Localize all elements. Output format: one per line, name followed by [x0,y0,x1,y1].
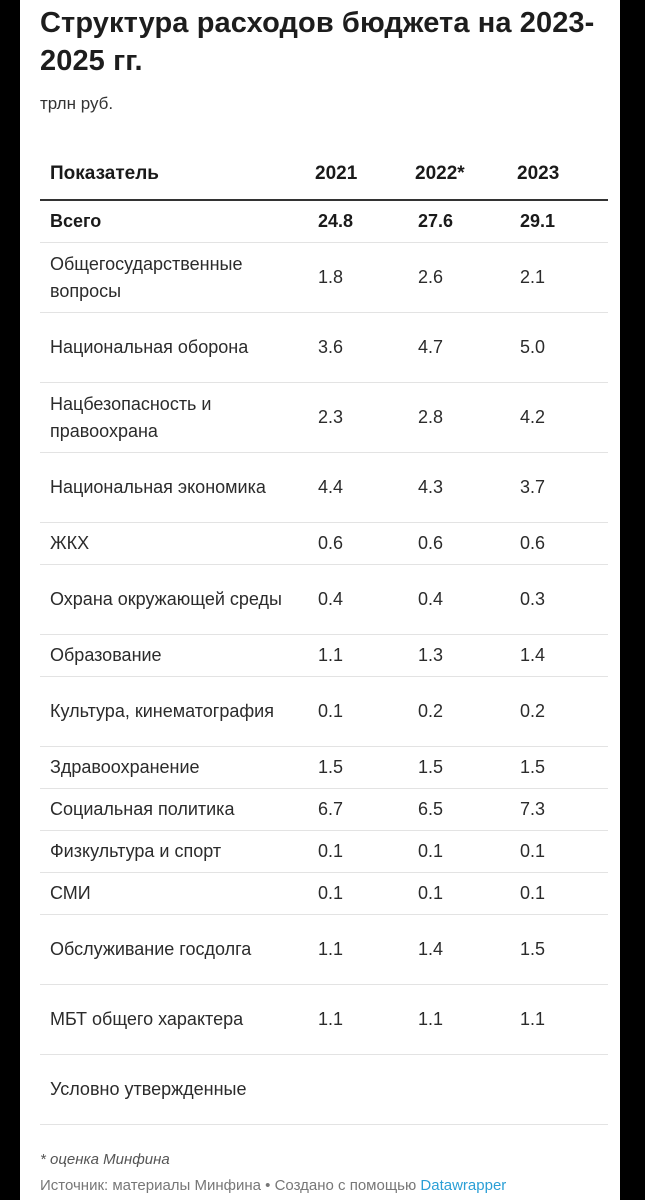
datawrapper-link[interactable]: Datawrapper [420,1177,507,1194]
row-value: 1.5 [517,747,608,789]
row-value: 6.7 [315,789,415,831]
row-value: 1.5 [415,747,517,789]
table-row [40,565,608,635]
row-value: 1.1 [517,985,608,1055]
table-row [40,313,608,383]
row-value [415,1055,517,1125]
table-row [40,789,608,831]
source-text: Источник: материалы Минфина • Создано с помощью [40,1177,421,1194]
row-label: Нацбезопасность и правоохрана [40,383,315,453]
chart-title: Структура расходов бюджета на 2023-2025 гг. [40,7,595,77]
table-row [40,383,608,453]
row-value: 0.1 [415,873,517,915]
row-value: 2.1 [517,243,608,313]
row-value: 5.0 [517,313,608,383]
row-value: 1.4 [415,915,517,985]
row-value: 4.2 [517,383,608,453]
chart-subtitle: трлн руб. [40,94,114,113]
row-value: 6.5 [415,789,517,831]
source-line [40,1177,506,1194]
row-label: Здравоохранение [40,747,315,789]
row-value: 0.3 [517,565,608,635]
row-label: Охрана окружающей среды [40,565,315,635]
budget-table [40,148,608,1125]
row-value: 7.3 [517,789,608,831]
row-value: 0.2 [415,677,517,747]
row-value: 3.7 [517,453,608,523]
row-label: ЖКХ [40,523,315,565]
row-label: Физкультура и спорт [40,831,315,873]
row-label: Общегосударственные вопросы [40,243,315,313]
column-header: Показатель [40,148,315,200]
table-row [40,200,608,243]
table-row [40,1055,608,1125]
row-value: 0.1 [415,831,517,873]
row-value [517,1055,608,1125]
row-value: 1.8 [315,243,415,313]
row-value: 0.6 [415,523,517,565]
table-row [40,985,608,1055]
row-value: 2.8 [415,383,517,453]
table-row [40,831,608,873]
row-value: 27.6 [415,200,517,243]
row-value: 2.3 [315,383,415,453]
row-value: 1.3 [415,635,517,677]
chart-notes [40,1151,506,1194]
column-header: 2022* [415,148,517,200]
row-value: 0.1 [315,873,415,915]
row-label: Национальная оборона [40,313,315,383]
row-value: 29.1 [517,200,608,243]
row-value: 1.1 [315,915,415,985]
table-row [40,523,608,565]
table-row [40,873,608,915]
row-value: 1.5 [315,747,415,789]
row-value: 0.1 [315,677,415,747]
table-row [40,677,608,747]
table-body [40,200,608,1125]
row-label: Всего [40,200,315,243]
table-row [40,747,608,789]
row-value: 1.1 [415,985,517,1055]
row-value: 4.7 [415,313,517,383]
row-label: СМИ [40,873,315,915]
table-row [40,453,608,523]
row-value: 1.1 [315,985,415,1055]
column-header: 2021 [315,148,415,200]
row-value: 0.2 [517,677,608,747]
row-value: 0.6 [315,523,415,565]
row-value: 24.8 [315,200,415,243]
row-label: МБТ общего характера [40,985,315,1055]
row-label: Условно утвержденные [40,1055,315,1125]
table-row [40,915,608,985]
row-value [315,1055,415,1125]
row-value: 0.1 [517,873,608,915]
table-header-row [40,148,608,200]
row-value: 0.4 [315,565,415,635]
column-header: 2023 [517,148,608,200]
row-label: Обслуживание госдолга [40,915,315,985]
row-value: 1.5 [517,915,608,985]
table-row [40,243,608,313]
table-row [40,635,608,677]
footnote: * оценка Минфина [40,1151,170,1168]
row-value: 2.6 [415,243,517,313]
row-label: Социальная политика [40,789,315,831]
row-label: Культура, кинематография [40,677,315,747]
row-value: 4.3 [415,453,517,523]
row-value: 0.1 [517,831,608,873]
row-value: 1.4 [517,635,608,677]
row-label: Национальная экономика [40,453,315,523]
row-value: 0.6 [517,523,608,565]
row-value: 4.4 [315,453,415,523]
chart-card [20,0,620,1200]
row-value: 3.6 [315,313,415,383]
row-value: 0.1 [315,831,415,873]
row-value: 1.1 [315,635,415,677]
row-value: 0.4 [415,565,517,635]
row-label: Образование [40,635,315,677]
